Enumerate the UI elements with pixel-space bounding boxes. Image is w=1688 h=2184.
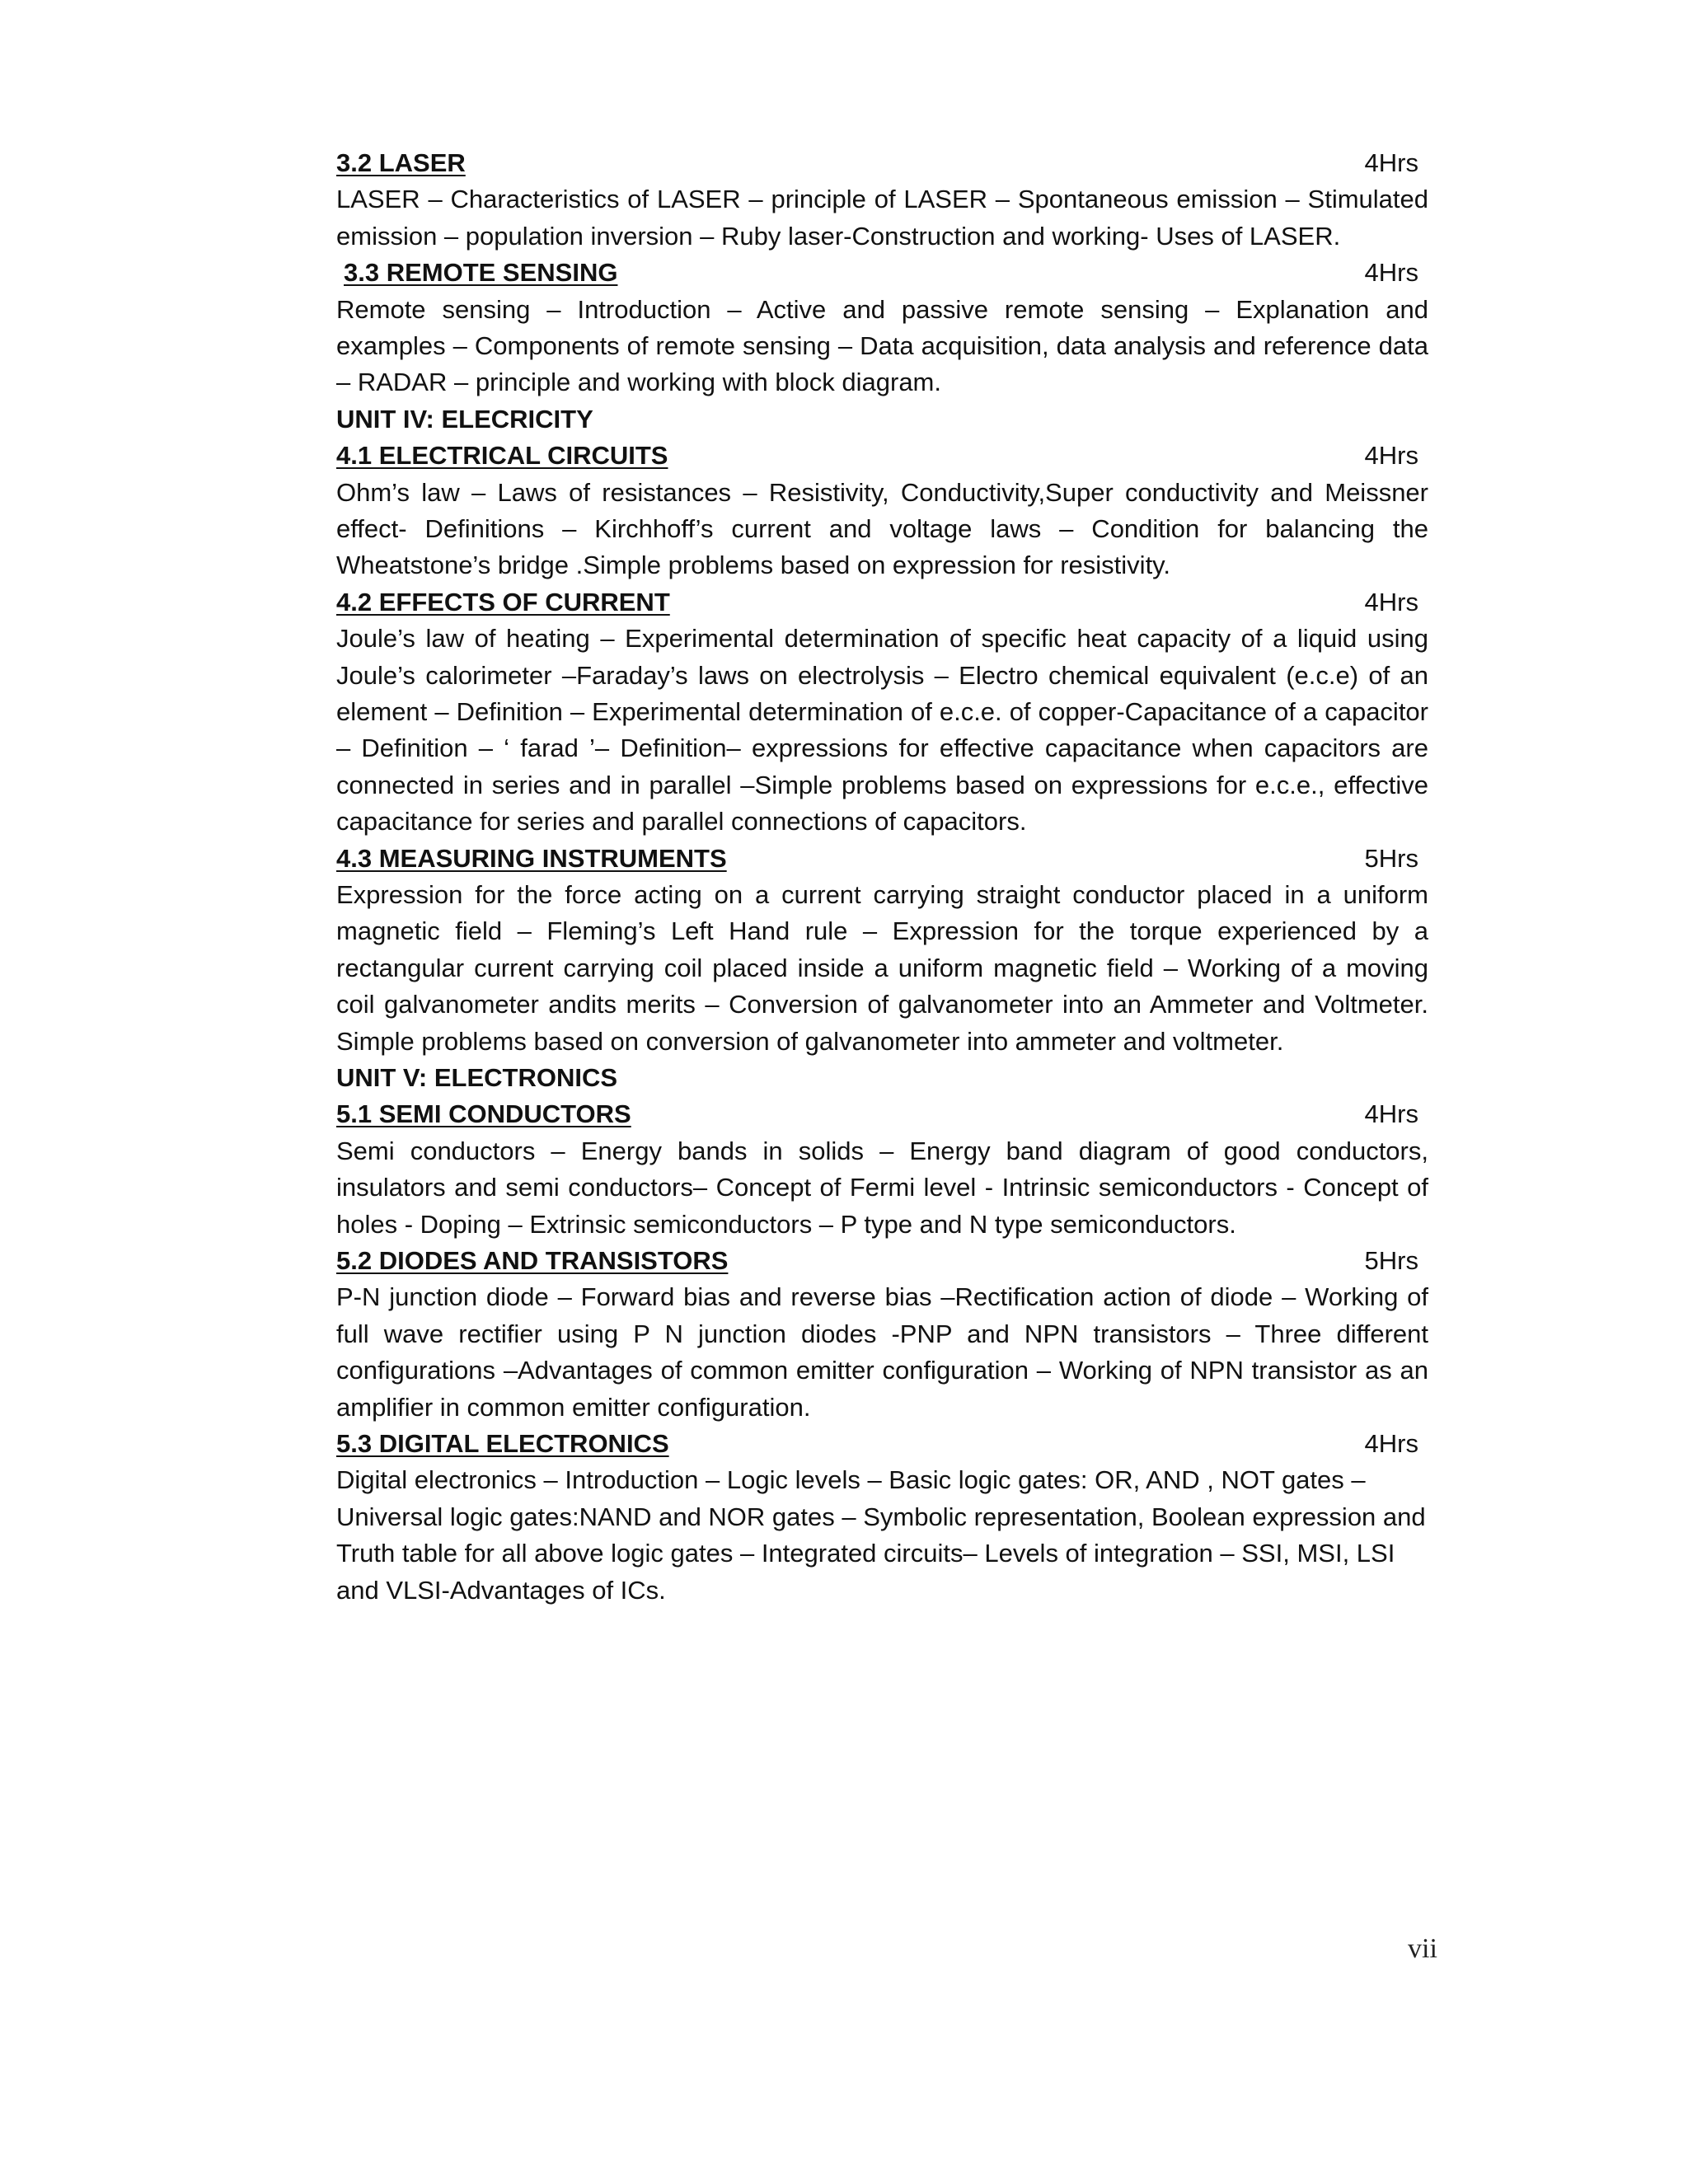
section-title: 5.2 DIODES AND TRANSISTORS bbox=[336, 1246, 729, 1276]
section-heading-4-2 bbox=[336, 584, 1428, 621]
section-heading-4-3 bbox=[336, 841, 1428, 877]
page-content bbox=[336, 145, 1428, 1609]
section-hours: 5Hrs bbox=[1364, 1246, 1418, 1276]
section-body: Semi conductors – Energy bands in solids – Energy band diagram of good conductors, insulators and semi conductors– Concept of Fermi level - Intrinsic semiconductors - Concept of holes - Doping – Extrinsic semiconductors – P type and N type semiconductors. bbox=[336, 1136, 1428, 1239]
section-title: 5.3 DIGITAL ELECTRONICS bbox=[336, 1429, 669, 1459]
section-hours: 5Hrs bbox=[1364, 843, 1418, 873]
unit-title: UNIT V: ELECTRONICS bbox=[336, 1063, 618, 1093]
section-body: Digital electronics – Introduction – Logic levels – Basic logic gates: OR, AND , NOT gates – Universal logic gates:NAND and NOR gates – Symbolic representation, Boolean expression and Truth table for all above logic gates – Integrated circuits– Levels of integration – SSI, MSI, LSI and VLSI-Advantages of ICs. bbox=[336, 1465, 1426, 1605]
section-title: 3.2 LASER bbox=[336, 148, 466, 177]
section-hours: 4Hrs bbox=[1364, 441, 1418, 471]
section-title: 4.3 MEASURING INSTRUMENTS bbox=[336, 843, 727, 873]
section-title: 4.1 ELECTRICAL CIRCUITS bbox=[336, 441, 668, 471]
section-heading-5-2 bbox=[336, 1243, 1428, 1279]
page-number: vii bbox=[1408, 1933, 1437, 1964]
section-hours: 4Hrs bbox=[1364, 148, 1418, 177]
section-hours: 4Hrs bbox=[1364, 1429, 1418, 1459]
section-title: 3.3 REMOTE SENSING bbox=[344, 258, 618, 288]
section-heading-3-3 bbox=[336, 255, 1428, 291]
section-heading-5-3 bbox=[336, 1426, 1428, 1462]
section-body: Expression for the force acting on a current carrying straight conductor placed in a uniform magnetic field – Fleming’s Left Hand rule – Expression for the torque experienced by a rectangular current carrying coil placed inside a uniform magnetic field – Working of a moving coil galvanometer andits merits – Conversion of galvanometer into an Ammeter and Voltmeter. Simple problems based on conversion of galvanometer into ammeter and voltmeter. bbox=[336, 880, 1428, 1056]
unit-title: UNIT IV: ELECRICITY bbox=[336, 404, 593, 434]
section-title: 5.1 SEMI CONDUCTORS bbox=[336, 1099, 631, 1129]
section-hours: 4Hrs bbox=[1364, 1099, 1418, 1129]
section-title: 4.2 EFFECTS OF CURRENT bbox=[336, 587, 670, 616]
section-hours: 4Hrs bbox=[1364, 587, 1418, 616]
section-heading-4-1 bbox=[336, 438, 1428, 474]
section-hours: 4Hrs bbox=[1364, 258, 1418, 288]
section-heading-5-1 bbox=[336, 1096, 1428, 1132]
section-body: Joule’s law of heating – Experimental determination of specific heat capacity of a liquid using Joule’s calorimeter –Faraday’s laws on electrolysis – Electro chemical equivalent (e.c.e) of an element – Definition – Experimental determination of e.c.e. of copper-Capacitance of a capacitor – Definition – ‘ farad ’– Definition– expressions for effective capacitance when capacitors are connected in series and in parallel –Simple problems based on expressions for e.c.e., effective capacitance for series and parallel connections of capacitors. bbox=[336, 624, 1428, 837]
section-body: P-N junction diode – Forward bias and reverse bias –Rectification action of diode – Working of full wave rectifier using P N junction diodes -PNP and NPN transistors – Three different configurations –Advantages of common emitter configuration – Working of NPN transistor as an amplifier in common emitter configuration. bbox=[336, 1282, 1428, 1422]
section-body: LASER – Characteristics of LASER – principle of LASER – Spontaneous emission – Stimulated emission – population inversion – Ruby laser-Construction and working- Uses of LASER. bbox=[336, 185, 1428, 251]
section-body: Ohm’s law – Laws of resistances – Resistivity, Conductivity,Super conductivity and Meissner effect- Definitions – Kirchhoff’s current and voltage laws – Condition for balancing the Wheatstone’s bridge .Simple problems based on expression for resistivity. bbox=[336, 477, 1428, 580]
section-heading-3-2 bbox=[336, 145, 1428, 181]
section-body: Remote sensing – Introduction – Active and passive remote sensing – Explanation and examples – Components of remote sensing – Data acquisition, data analysis and reference data – RADAR – principle and working with block diagram. bbox=[336, 294, 1428, 397]
